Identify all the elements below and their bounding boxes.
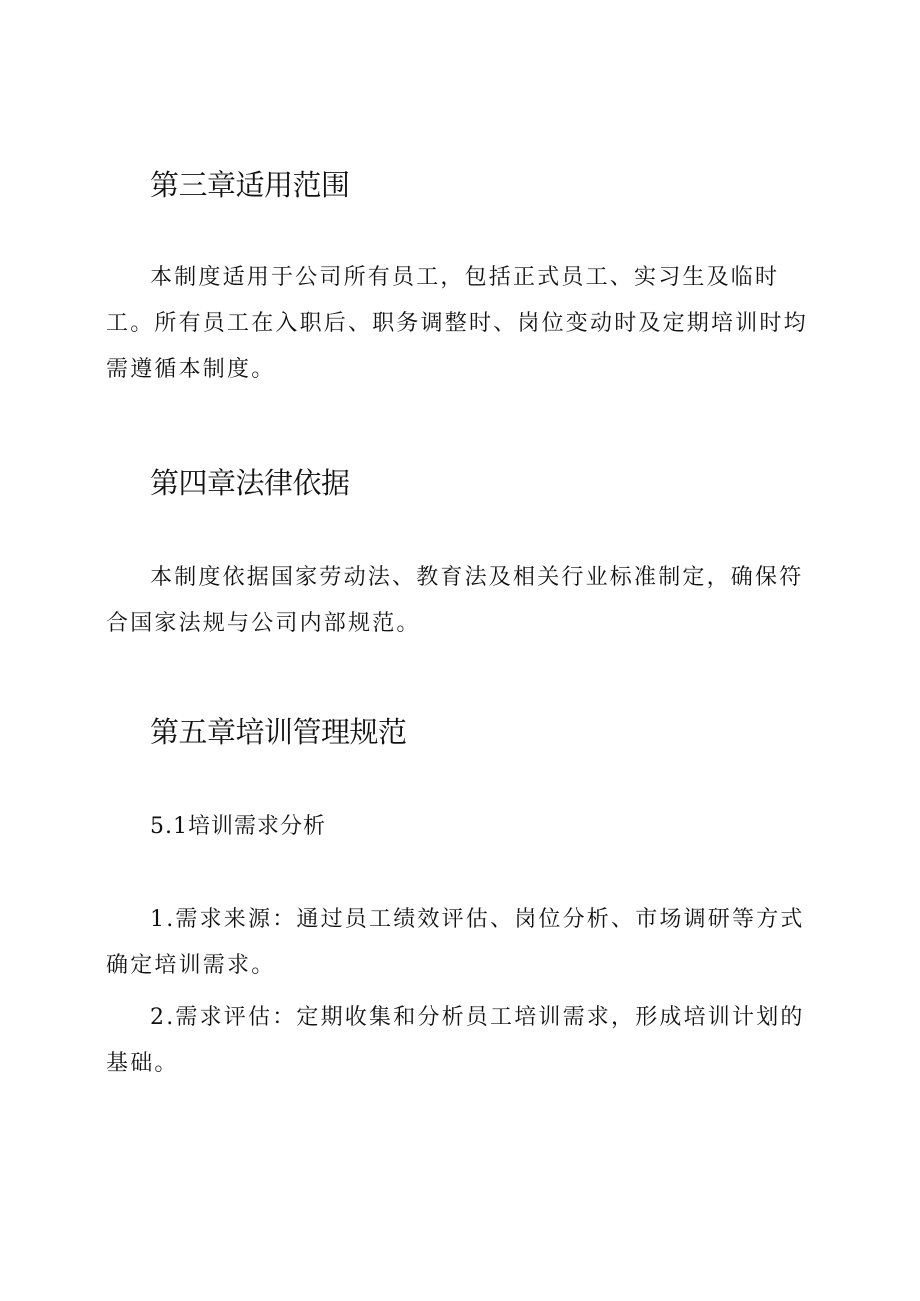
section-5-1-title: 5.1培训需求分析 [150,814,326,839]
list-item-1: 1.需求来源：通过员工绩效评估、岗位分析、市场调研等方式确定培训需求。 [106,907,805,978]
chapter-3-paragraph: 本制度适用于公司所有员工，包括正式员工、实习生及临时工。所有员工在入职后、职务调整时、岗位变动时及定期培训时均需遵循本制度。 [106,265,808,382]
chapter-3-title: 第三章适用范围 [150,168,350,202]
chapter-4-paragraph: 本制度依据国家劳动法、教育法及相关行业标准制定，确保符合国家法规与公司内部规范。 [106,565,804,636]
chapter-5-title: 第五章培训管理规范 [150,715,407,749]
list-item-2: 2.需求评估：定期收集和分析员工培训需求，形成培训计划的基础。 [106,1005,805,1076]
chapter-4-title: 第四章法律依据 [150,466,350,500]
